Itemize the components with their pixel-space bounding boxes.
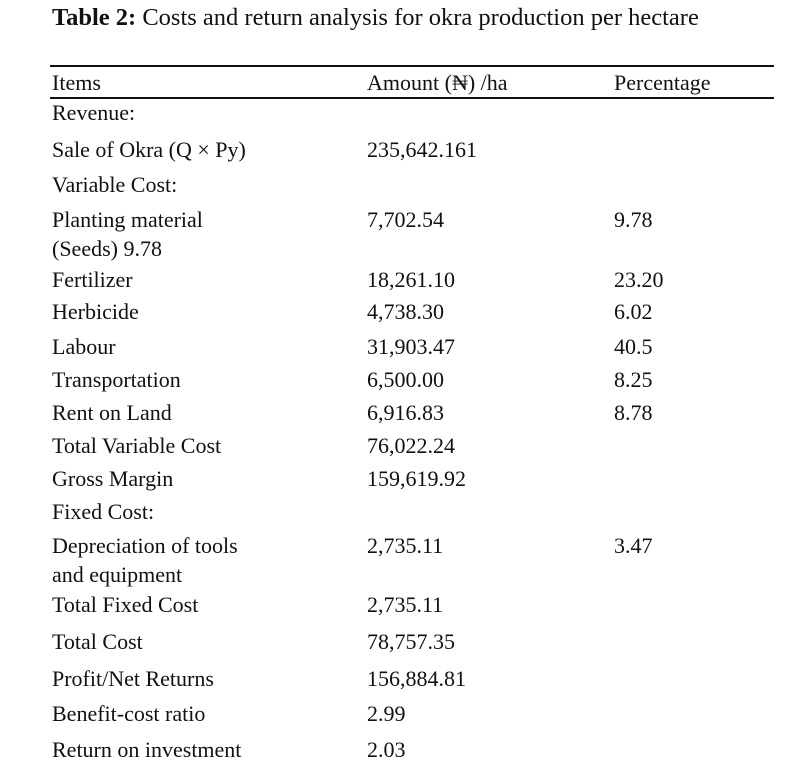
row-item-label: Fixed Cost: — [52, 499, 155, 524]
row-amount-value: 2.99 — [367, 701, 406, 726]
row-percentage-value: 23.20 — [614, 267, 664, 292]
row-amount-value: 31,903.47 — [367, 334, 455, 359]
row-item-label: Total Cost — [52, 629, 143, 654]
row-percentage-value: 8.78 — [614, 400, 653, 425]
row-item-label: Gross Margin — [52, 466, 174, 491]
row-percentage-value: 6.02 — [614, 299, 653, 324]
row-item-label: Profit/Net Returns — [52, 666, 214, 691]
row-item-label: Total Fixed Cost — [52, 592, 199, 617]
row-amount-value: 235,642.161 — [367, 137, 477, 162]
row-amount-value: 4,738.30 — [367, 299, 444, 324]
row-item-label: Transportation — [52, 367, 181, 392]
row-amount-value: 78,757.35 — [367, 629, 455, 654]
row-item-label: Total Variable Cost — [52, 433, 222, 458]
table-caption — [52, 2, 772, 33]
row-item-label: Variable Cost: — [52, 172, 178, 197]
row-item-label: Benefit-cost ratio — [52, 701, 206, 726]
row-amount-value: 6,916.83 — [367, 400, 444, 425]
row-item-label: Sale of Okra (Q × Py) — [52, 137, 246, 162]
row-amount-value: 76,022.24 — [367, 433, 455, 458]
row-amount-value: 159,619.92 — [367, 466, 466, 491]
row-percentage-value: 3.47 — [614, 533, 653, 558]
header-rule — [50, 97, 774, 99]
table-label: Table 2: — [52, 4, 137, 31]
row-item-label-continued: (Seeds) 9.78 — [52, 236, 162, 261]
row-item-label-continued: and equipment — [52, 562, 183, 587]
row-amount-value: 2,735.11 — [367, 533, 444, 558]
row-percentage-value: 8.25 — [614, 367, 653, 392]
column-header-percentage: Percentage — [614, 70, 711, 95]
row-amount-value: 18,261.10 — [367, 267, 455, 292]
row-item-label: Return on investment — [52, 737, 242, 762]
column-header-items: Items — [52, 70, 101, 95]
row-percentage-value: 9.78 — [614, 207, 653, 232]
row-item-label: Revenue: — [52, 100, 136, 125]
row-amount-value: 6,500.00 — [367, 367, 444, 392]
row-item-label: Rent on Land — [52, 400, 172, 425]
row-amount-value: 156,884.81 — [367, 666, 466, 691]
row-item-label: Fertilizer — [52, 267, 133, 292]
table-title: Costs and return analysis for okra production per hectare — [136, 4, 699, 31]
top-rule — [50, 65, 774, 67]
row-item-label: Depreciation of tools — [52, 533, 238, 558]
row-item-label: Planting material — [52, 207, 203, 232]
row-amount-value: 2,735.11 — [367, 592, 444, 617]
row-amount-value: 7,702.54 — [367, 207, 444, 232]
row-item-label: Herbicide — [52, 299, 139, 324]
row-item-label: Labour — [52, 334, 116, 359]
row-amount-value: 2.03 — [367, 737, 406, 762]
row-percentage-value: 40.5 — [614, 334, 653, 359]
column-header-amount: Amount (₦) /ha — [367, 70, 508, 95]
